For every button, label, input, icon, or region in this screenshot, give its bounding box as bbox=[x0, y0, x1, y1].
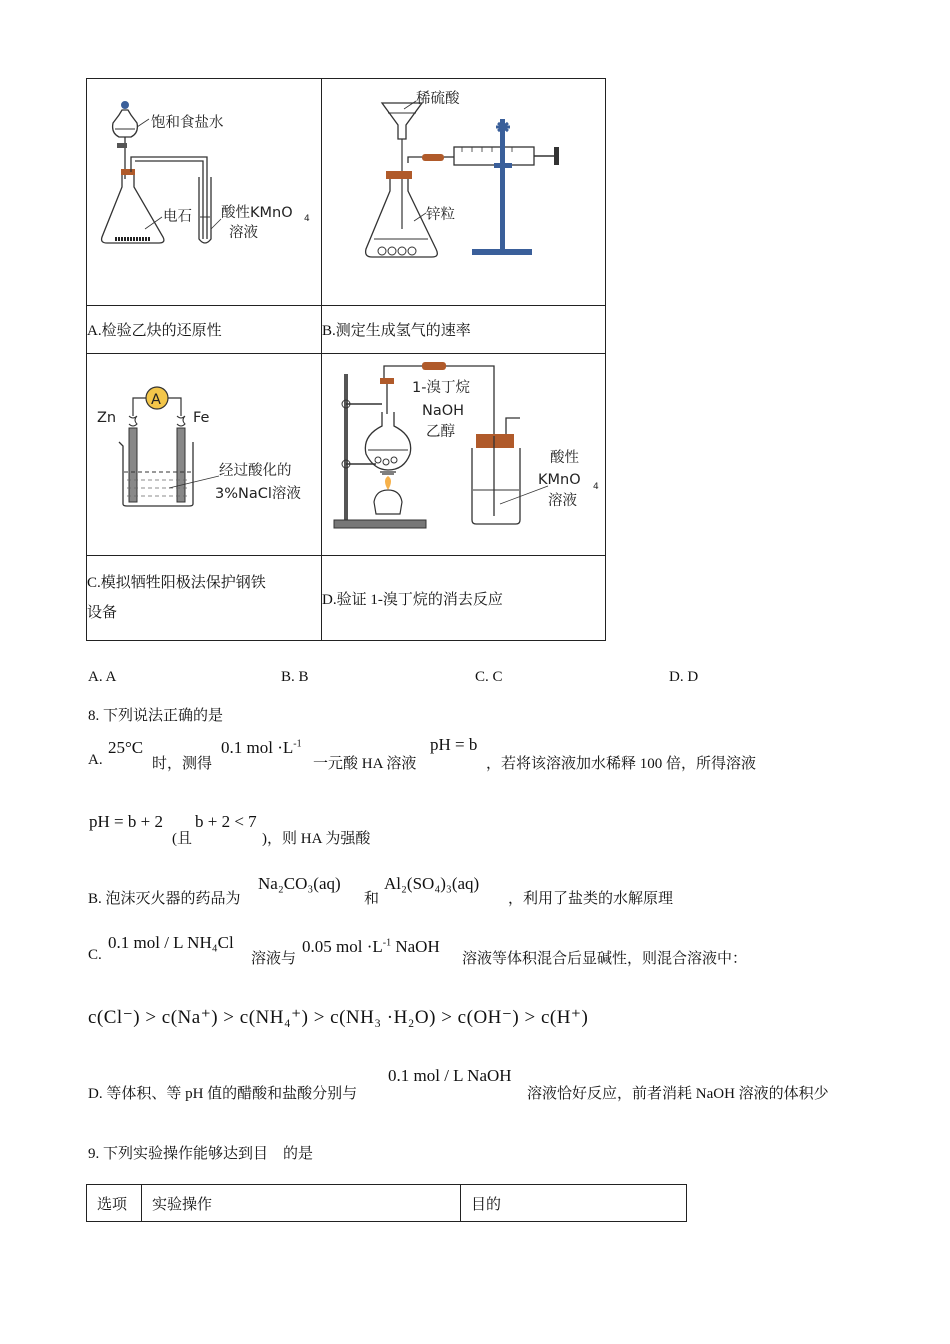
option-a: A. A bbox=[88, 669, 117, 685]
q9-table bbox=[86, 1184, 687, 1222]
sacrificial-anode-diagram bbox=[87, 354, 321, 550]
cell-d-diagram bbox=[322, 354, 606, 556]
q8-c-naoh-conc: 0.05 mol $\cdot L^{-1}$ NaOH bbox=[302, 937, 440, 956]
q8-c-text1: 溶液与 bbox=[251, 951, 297, 967]
label-d-kmno4-sub: 4 bbox=[593, 482, 599, 492]
q8-a-temp: 25°C bbox=[108, 738, 144, 757]
q8-a-conc: 0.1 mol $\cdot L^{-1}$ bbox=[221, 738, 302, 757]
q8-b-text3: ，利用了盐类的水解原理 bbox=[508, 891, 674, 907]
q8-b-text2: 和 bbox=[364, 891, 380, 907]
q8-c-inequality: c(Cl⁻) > c(Na⁺) > c(NH₄⁺) > c(NH₃ ·H₂O) > c(OH⁻) > c(H⁺) bbox=[88, 1007, 589, 1028]
label-ammeter: A bbox=[151, 392, 161, 408]
label-zinc-electrode: Zn bbox=[97, 410, 117, 426]
q8-b-al2so43: Al₂(SO₄)₃(aq) bbox=[384, 874, 480, 893]
cell-a-diagram bbox=[87, 79, 322, 306]
label-iron-electrode: Fe bbox=[193, 410, 210, 426]
label-naoh: NaOH bbox=[422, 403, 465, 419]
q8-stem: 8. 下列说法正确的是 bbox=[88, 708, 224, 724]
caption-c bbox=[87, 556, 322, 641]
label-calcium-carbide: 电石 bbox=[163, 209, 192, 225]
label-solution-1: 经过酸化的 bbox=[219, 463, 292, 479]
q8-d-text1: D. 等体积、等 pH 值的醋酸和盐酸分别与 bbox=[88, 1086, 358, 1102]
label-d-kmno4: KMnO bbox=[538, 472, 581, 488]
caption-c-line2: 设备 bbox=[87, 605, 118, 621]
q8-c-prefix: C. bbox=[88, 947, 102, 963]
label-bromobutane: 1-溴丁烷 bbox=[412, 380, 470, 396]
q8-d-naoh: 0.1 mol / L NaOH bbox=[388, 1066, 512, 1085]
elimination-apparatus-diagram bbox=[322, 354, 605, 550]
apparatus-table bbox=[86, 78, 606, 641]
label-solution-2: 3%NaCl溶液 bbox=[215, 486, 301, 502]
header-purpose: 目的 bbox=[461, 1185, 687, 1222]
caption-b: B.测定生成氢气的速率 bbox=[322, 306, 606, 354]
option-d: D. D bbox=[669, 669, 699, 685]
option-c: C. C bbox=[475, 669, 503, 685]
header-option: 选项 bbox=[87, 1185, 142, 1222]
label-dilute-sulfuric-acid: 稀硫酸 bbox=[416, 91, 460, 107]
q8-a2-ph: pH = b + 2 bbox=[89, 812, 163, 831]
caption-c-line1: C.模拟牺牲阳极法保护钢铁 bbox=[87, 575, 266, 591]
label-kmno4-sub: 4 bbox=[304, 214, 310, 224]
q8-a-text3: ，若将该溶液加水稀释 100 倍，所得溶液 bbox=[486, 756, 757, 772]
hydrogen-rate-apparatus-diagram bbox=[322, 79, 605, 300]
q8-a-ph: pH = b bbox=[430, 735, 478, 754]
q8-a-text2: 一元酸 HA 溶液 bbox=[313, 756, 417, 772]
label-kmno4-2: 溶液 bbox=[229, 225, 258, 241]
header-operation: 实验操作 bbox=[142, 1185, 461, 1222]
q8-a2-cond: b + 2 < 7 bbox=[195, 812, 257, 831]
label-kmno4-1: 酸性KMnO bbox=[221, 205, 293, 221]
q8-b-na2co3: Na₂CO₃(aq) bbox=[258, 874, 341, 893]
label-d-solution: 溶液 bbox=[548, 493, 577, 509]
label-d-acidic: 酸性 bbox=[550, 450, 579, 466]
label-ethanol: 乙醇 bbox=[426, 424, 455, 440]
q8-a2-text2: )，则 HA 为强酸 bbox=[262, 831, 371, 847]
q8-d-text2: 溶液恰好反应，前者消耗 NaOH 溶液的体积少 bbox=[527, 1086, 829, 1102]
acetylene-apparatus-diagram bbox=[87, 79, 321, 300]
q9-stem: 9. 下列实验操作能够达到目 的是 bbox=[88, 1146, 314, 1162]
option-b: B. B bbox=[281, 669, 309, 685]
q8-a-prefix: A. bbox=[88, 752, 103, 768]
cell-c-diagram bbox=[87, 354, 322, 556]
caption-a: A.检验乙炔的还原性 bbox=[87, 306, 322, 354]
label-zinc-granules: 锌粒 bbox=[426, 207, 455, 223]
label-saturated-brine: 饱和食盐水 bbox=[151, 115, 224, 131]
q8-a-text1: 时，测得 bbox=[152, 756, 213, 772]
q8-c-text2: 溶液等体积混合后显碱性，则混合溶液中： bbox=[462, 951, 748, 967]
cell-b-diagram bbox=[322, 79, 606, 306]
q8-b-text1: B. 泡沫灭火器的药品为 bbox=[88, 891, 241, 907]
table-header-row bbox=[87, 1185, 687, 1222]
q8-a2-text1: (且 bbox=[172, 831, 192, 847]
caption-d: D.验证 1-溴丁烷的消去反应 bbox=[322, 556, 606, 641]
q8-c-nh4cl: 0.1 mol / L NH₄Cl bbox=[108, 933, 234, 952]
